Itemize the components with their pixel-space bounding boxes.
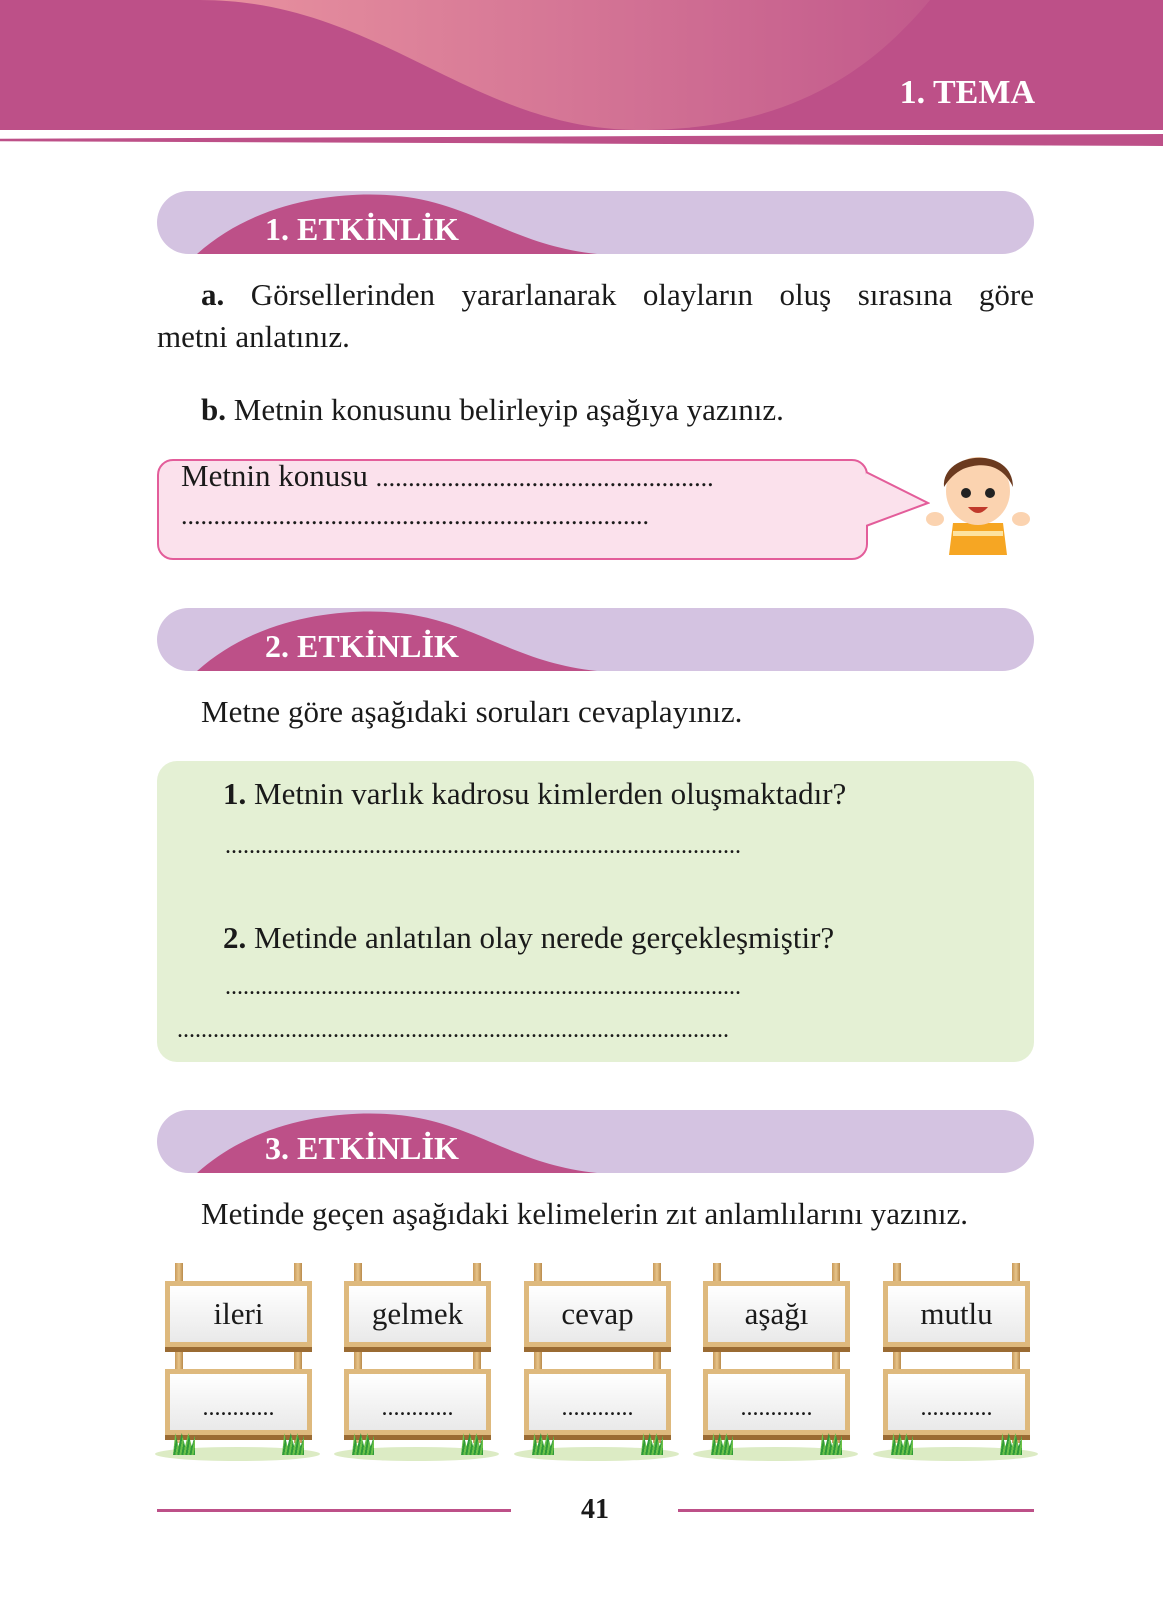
word-signpost xyxy=(883,1263,1030,1459)
question-1-text: Metnin varlık kadrosu kimlerden oluşmaktadır? xyxy=(254,776,847,811)
answer-dots[interactable]: ............ xyxy=(561,1395,634,1421)
question-2-answer-dots[interactable]: ...................................................................................... xyxy=(225,974,741,1000)
topic-answer-bubble[interactable] xyxy=(157,459,868,560)
word-signpost xyxy=(524,1263,671,1459)
word-board xyxy=(165,1281,312,1347)
activity-2-header xyxy=(157,608,1034,671)
word-label: mutlu xyxy=(920,1296,993,1331)
answer-dots[interactable]: ............ xyxy=(740,1395,813,1421)
answer-board[interactable] xyxy=(703,1369,850,1435)
question-2-number: 2. xyxy=(223,920,247,955)
word-board xyxy=(883,1281,1030,1347)
word-label: gelmek xyxy=(371,1296,464,1331)
topic-dots-1[interactable]: .................................................... xyxy=(375,463,714,492)
topic-label: Metnin konusu xyxy=(181,458,368,493)
word-signpost xyxy=(165,1263,312,1459)
word-label: ileri xyxy=(213,1296,264,1331)
page-number: 41 xyxy=(581,1494,609,1525)
part-b-text: Metnin konusunu belirleyip aşağıya yazınız. xyxy=(233,392,784,427)
activity-3-title: 3. ETKİNLİK xyxy=(265,1130,459,1166)
footer-line-right xyxy=(678,1509,1034,1512)
answer-board[interactable] xyxy=(165,1369,312,1435)
activity-1-part-b xyxy=(201,389,784,431)
question-2 xyxy=(223,917,834,959)
question-1-answer-dots[interactable]: ...................................................................................... xyxy=(225,833,741,859)
word-signpost xyxy=(344,1263,491,1459)
child-illustration-icon xyxy=(923,443,1033,555)
word-signpost xyxy=(703,1263,850,1459)
questions-box xyxy=(157,761,1034,1062)
header-stripe xyxy=(0,134,1163,146)
question-2-text: Metinde anlatılan olay nerede gerçekleşmiştir? xyxy=(254,920,835,955)
question-1-number: 1. xyxy=(223,776,247,811)
part-a-marker: a. xyxy=(201,277,225,312)
answer-dots[interactable]: ............ xyxy=(202,1395,275,1421)
answer-dots[interactable]: ............ xyxy=(381,1395,454,1421)
footer-line-left xyxy=(157,1509,511,1512)
page-header-band xyxy=(0,0,1163,130)
topic-dots-2[interactable]: ........................................................................ xyxy=(181,501,649,530)
answer-board[interactable] xyxy=(883,1369,1030,1435)
part-a-text-cont: metni anlatınız. xyxy=(157,318,350,354)
activity-3-header xyxy=(157,1110,1034,1173)
activity-1-part-a xyxy=(157,274,1034,358)
word-label: aşağı xyxy=(744,1296,809,1331)
speech-bubble-tail xyxy=(866,470,930,530)
question-1 xyxy=(223,773,846,815)
activity-3-instruction: Metinde geçen aşağıdaki kelimelerin zıt anlamlılarını yazınız. xyxy=(201,1196,968,1231)
answer-board[interactable] xyxy=(524,1369,671,1435)
activity-1-header xyxy=(157,191,1034,254)
word-board xyxy=(344,1281,491,1347)
answer-board[interactable] xyxy=(344,1369,491,1435)
word-board xyxy=(524,1281,671,1347)
theme-title: 1. TEMA xyxy=(899,74,1035,111)
word-board xyxy=(703,1281,850,1347)
activity-2-instruction: Metne göre aşağıdaki soruları cevaplayınız. xyxy=(201,694,743,729)
extra-answer-dots[interactable]: ............................................................................................ xyxy=(177,1017,729,1043)
word-label: cevap xyxy=(561,1296,634,1331)
answer-dots[interactable]: ............ xyxy=(920,1395,993,1421)
part-b-marker: b. xyxy=(201,392,226,427)
activity-2-title: 2. ETKİNLİK xyxy=(265,628,459,664)
part-a-text: Görsellerinden yararlanarak olayların oluş sırasına göre xyxy=(250,277,1035,312)
activity-1-title: 1. ETKİNLİK xyxy=(265,211,459,247)
